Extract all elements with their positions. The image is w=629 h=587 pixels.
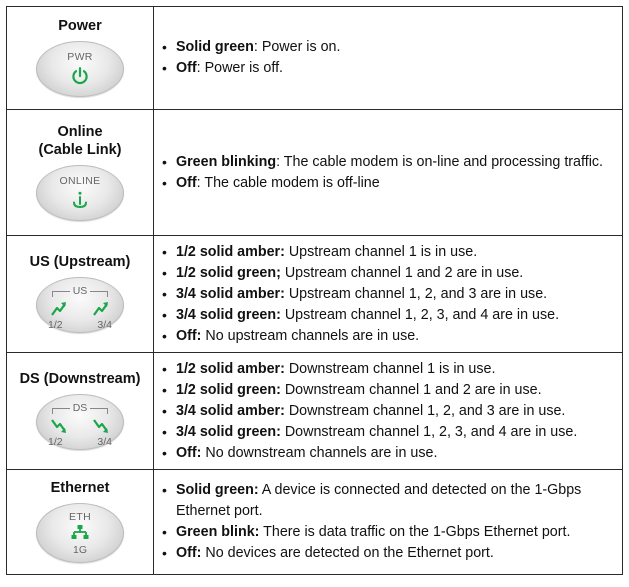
led-name: US (Upstream) — [29, 254, 131, 270]
led-label: US — [72, 285, 88, 297]
list-item: • Off: No devices are detected on the Ethernet port. — [162, 543, 614, 564]
led-status-table — [6, 6, 623, 575]
table-row-power — [7, 7, 623, 110]
table-row-downstream — [7, 353, 623, 470]
online-icon — [70, 190, 90, 215]
table-row-upstream — [7, 236, 623, 353]
bullet-list — [162, 359, 614, 464]
led-name: Online (Cable Link) — [38, 123, 122, 158]
upstream-led-indicator — [36, 277, 124, 333]
desc-cell-power — [154, 7, 623, 110]
channel-label-right: 3/4 — [97, 319, 112, 331]
list-item: • 1/2 solid green; Upstream channel 1 and 2 are in use. — [162, 263, 614, 284]
list-item: • Green blink: There is data traffic on the 1-Gbps Ethernet port. — [162, 522, 614, 543]
list-item: • 1/2 solid amber: Downstream channel 1 is in use. — [162, 359, 614, 380]
led-name: DS (Downstream) — [19, 371, 141, 387]
led-name: Ethernet — [50, 480, 110, 496]
online-led-indicator — [36, 165, 124, 221]
list-item: • 1/2 solid amber: Upstream channel 1 is in use. — [162, 242, 614, 263]
list-item: • 3/4 solid amber: Downstream channel 1, 2, and 3 are in use. — [162, 401, 614, 422]
led-cell-power — [7, 7, 154, 110]
led-label: DS — [72, 402, 88, 414]
desc-cell-downstream — [154, 353, 623, 470]
led-cell-online — [7, 110, 154, 236]
downstream-led-indicator — [36, 394, 124, 450]
list-item: • Off: No upstream channels are in use. — [162, 326, 614, 347]
list-item: • 3/4 solid amber: Upstream channel 1, 2, and 3 are in use. — [162, 284, 614, 305]
list-item: • Off: Power is off. — [162, 58, 614, 79]
list-item: • Off: The cable modem is off-line — [162, 173, 614, 194]
power-icon — [70, 66, 90, 91]
list-item: • 1/2 solid green: Downstream channel 1 and 2 are in use. — [162, 380, 614, 401]
table-row-ethernet — [7, 470, 623, 575]
list-item: • 3/4 solid green: Upstream channel 1, 2, 3, and 4 are in use. — [162, 305, 614, 326]
led-cell-ethernet — [7, 470, 154, 575]
desc-cell-online — [154, 110, 623, 236]
led-name: Power — [58, 18, 102, 34]
led-label: ONLINE — [59, 174, 101, 187]
list-item: • Off: No downstream channels are in use. — [162, 443, 614, 464]
led-label: PWR — [67, 51, 93, 63]
ethernet-led-indicator — [36, 503, 124, 563]
channel-label-right: 3/4 — [97, 436, 112, 448]
ethernet-icon — [71, 524, 89, 545]
channel-label-left: 1/2 — [48, 319, 63, 331]
list-item: • Solid green: Power is on. — [162, 37, 614, 58]
desc-cell-ethernet — [154, 470, 623, 575]
table-row-online — [7, 110, 623, 236]
list-item: • 3/4 solid green: Downstream channel 1, 2, 3, and 4 are in use. — [162, 422, 614, 443]
bullet-list — [162, 480, 614, 564]
desc-cell-upstream — [154, 236, 623, 353]
speed-label: 1G — [72, 544, 87, 556]
bullet-list — [162, 37, 614, 79]
list-item: • Green blinking: The cable modem is on-line and processing traffic. — [162, 152, 614, 173]
bullet-list — [162, 242, 614, 347]
power-led-indicator — [36, 41, 124, 97]
led-cell-downstream — [7, 353, 154, 470]
led-label: ETH — [69, 511, 91, 523]
list-item: • Solid green: A device is connected and detected on the 1-Gbps Ethernet port. — [162, 480, 614, 522]
led-cell-upstream — [7, 236, 154, 353]
bullet-list — [162, 152, 614, 194]
channel-label-left: 1/2 — [48, 436, 63, 448]
